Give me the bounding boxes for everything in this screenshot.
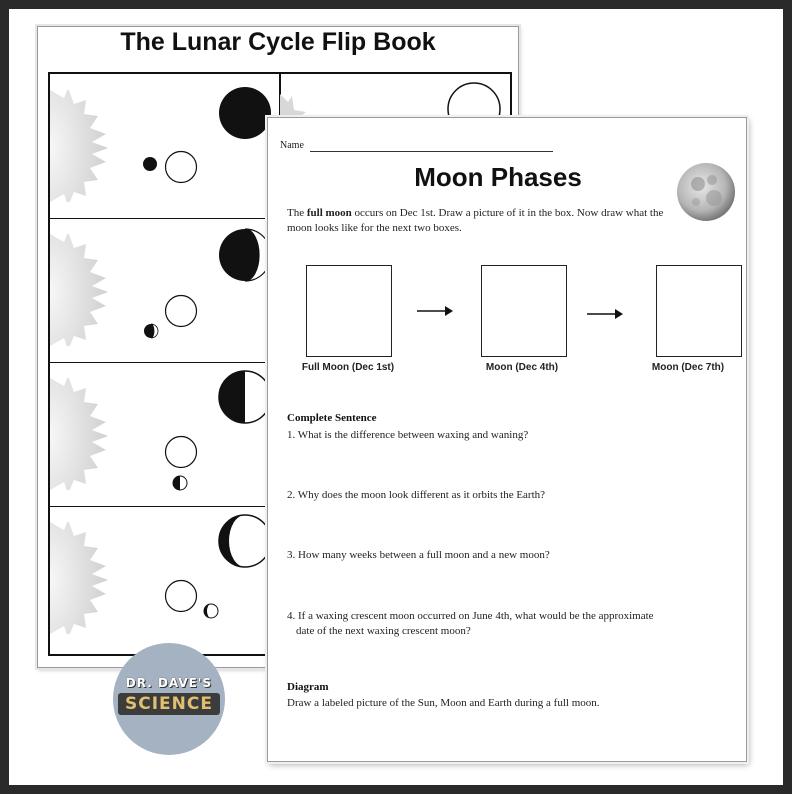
waxing-gibbous-icon bbox=[216, 512, 274, 570]
drawing-box-1[interactable] bbox=[306, 265, 392, 357]
moon-position-icon bbox=[202, 602, 220, 620]
dr-daves-science-logo bbox=[113, 643, 225, 755]
intro-bold: full moon bbox=[306, 207, 352, 219]
sun-icon bbox=[50, 234, 112, 346]
flip-book-title: The Lunar Cycle Flip Book bbox=[120, 28, 436, 56]
question-3: 3. How many weeks between a full moon and a new moon? bbox=[287, 549, 550, 561]
drawing-box-3[interactable] bbox=[656, 265, 742, 357]
question-4-text: 4. If a waxing crescent moon occurred on June 4th, what would be the approximate bbox=[287, 610, 654, 622]
box-caption-3: Moon (Dec 7th) bbox=[651, 362, 725, 373]
sun-icon bbox=[50, 378, 112, 490]
moon-position-icon bbox=[171, 474, 189, 492]
sun-icon bbox=[50, 90, 112, 202]
intro-prefix: The bbox=[287, 207, 307, 219]
diagram-heading: Diagram bbox=[287, 681, 329, 693]
question-2: 2. Why does the moon look different as it orbits the Earth? bbox=[287, 489, 546, 501]
worksheet-sheet bbox=[267, 117, 747, 762]
name-line[interactable] bbox=[310, 151, 553, 152]
intro-paragraph bbox=[287, 206, 667, 236]
intro-suffix: occurs on Dec 1st. Draw a picture of it in the box. Now draw what the moon looks like for the next two boxes. bbox=[287, 207, 664, 234]
question-1: 1. What is the difference between waxing and waning? bbox=[287, 429, 529, 441]
logo-line-2: SCIENCE bbox=[118, 693, 220, 715]
sun-icon bbox=[50, 522, 112, 634]
waxing-crescent-icon bbox=[216, 226, 274, 284]
logo-line-1: DR. DAVE'S bbox=[125, 676, 213, 690]
box-caption-1: Full Moon (Dec 1st) bbox=[301, 362, 395, 373]
diagram-instructions: Draw a labeled picture of the Sun, Moon and Earth during a full moon. bbox=[287, 697, 600, 709]
earth-icon bbox=[163, 434, 199, 470]
box-caption-2: Moon (Dec 4th) bbox=[485, 362, 559, 373]
moon-position-icon bbox=[140, 154, 160, 174]
name-label: Name bbox=[280, 140, 304, 151]
arrow-right-icon bbox=[586, 308, 624, 320]
drawing-box-2[interactable] bbox=[481, 265, 567, 357]
complete-sentence-heading: Complete Sentence bbox=[287, 412, 377, 424]
arrow-right-icon bbox=[416, 305, 454, 317]
moon-position-icon bbox=[142, 322, 160, 340]
earth-icon bbox=[163, 293, 199, 329]
earth-icon bbox=[163, 149, 199, 185]
new-moon-icon bbox=[216, 84, 274, 142]
moon-photo-icon bbox=[676, 162, 736, 222]
question-4 bbox=[287, 609, 727, 639]
question-4-continuation: date of the next waxing crescent moon? bbox=[296, 625, 471, 637]
first-quarter-icon bbox=[216, 368, 274, 426]
worksheet-title: Moon Phases bbox=[414, 162, 582, 192]
earth-icon bbox=[163, 578, 199, 614]
